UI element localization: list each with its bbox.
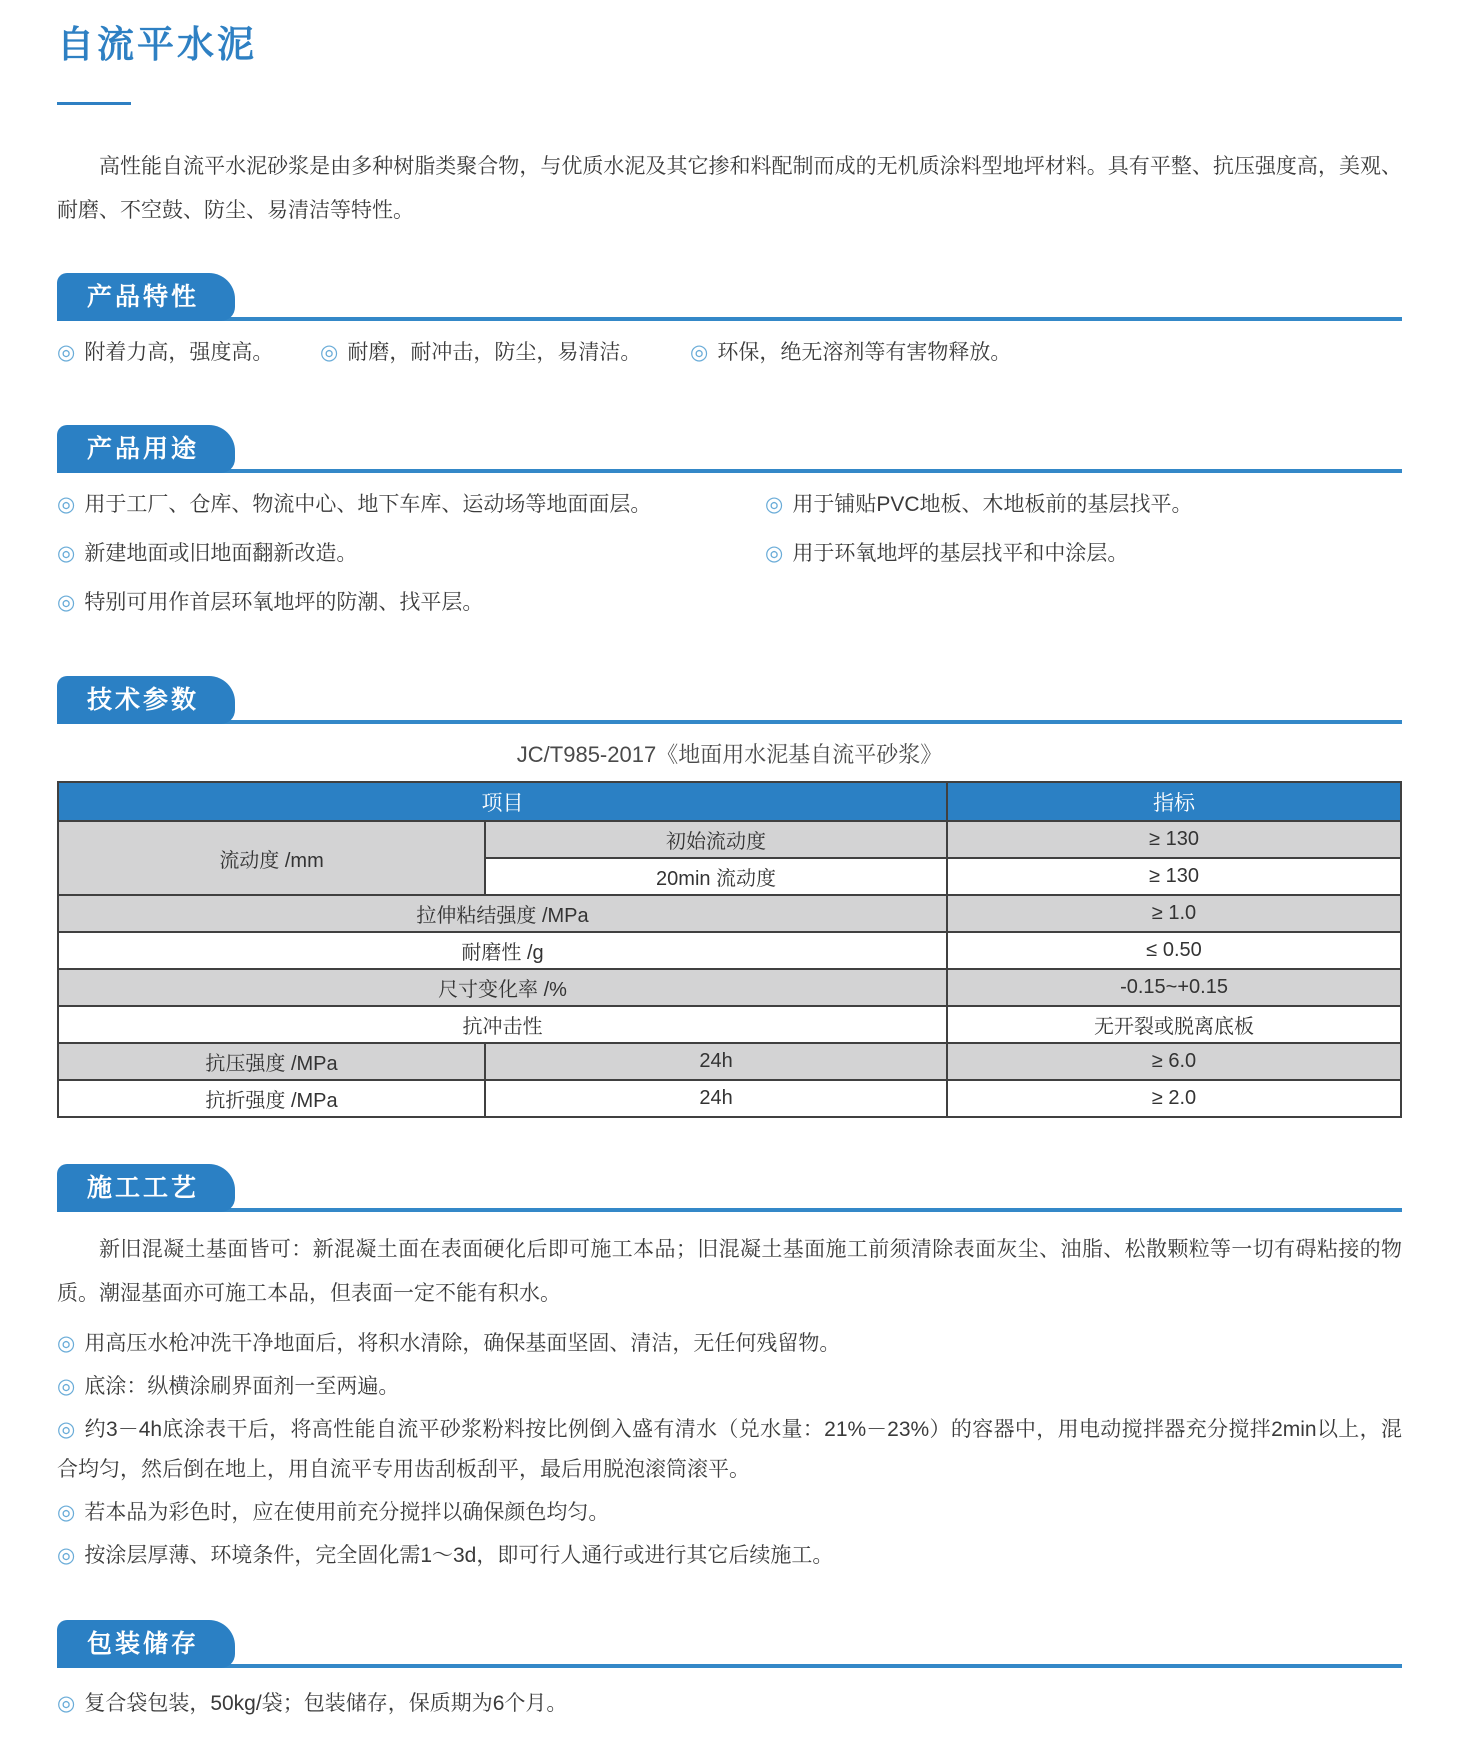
bullseye-icon: ◎ [57, 1692, 76, 1715]
table-cell: ≥ 130 [947, 821, 1401, 858]
use-text: 用于工厂、仓库、物流中心、地下车库、运动场等地面面层。 [84, 493, 652, 516]
table-cell: -0.15~+0.15 [947, 969, 1401, 1006]
feature-item [690, 333, 1011, 373]
table-row [58, 1043, 1401, 1080]
table-cell: 20min 流动度 [485, 858, 947, 895]
table-cell: 抗压强度 /MPa [58, 1043, 485, 1080]
process-item [57, 1493, 1402, 1533]
page-title: 自流平水泥 [57, 24, 257, 65]
use-text: 特别可用作首层环氧地坪的防潮、找平层。 [84, 591, 484, 614]
uses-column-right [765, 485, 1402, 632]
process-item [57, 1410, 1402, 1490]
feature-text: 耐磨，耐冲击，防尘，易清洁。 [347, 341, 642, 364]
table-cell: 24h [485, 1043, 947, 1080]
uses-list [57, 485, 1402, 632]
table-row [58, 1080, 1401, 1117]
table-cell: 拉伸粘结强度 /MPa [58, 895, 947, 932]
process-text: 若本品为彩色时，应在使用前充分搅拌以确保颜色均匀。 [84, 1501, 610, 1524]
use-text: 用于环氧地坪的基层找平和中涂层。 [792, 542, 1129, 565]
section-rule [57, 317, 1402, 321]
section-banner-process [57, 1160, 1402, 1212]
section-tab-tech: 技术参数 [57, 676, 235, 724]
section-rule [57, 1208, 1402, 1212]
section-tab-uses: 产品用途 [57, 425, 235, 473]
table-cell: ≤ 0.50 [947, 932, 1401, 969]
table-cell: 抗冲击性 [58, 1006, 947, 1043]
process-paragraph: 新旧混凝土基面皆可：新混凝土面在表面硬化后即可施工本品；旧混凝土基面施工前须清除表面灰尘、油脂、松散颗粒等一切有碍粘接的物质。潮湿基面亦可施工本品，但表面一定不能有积水。 [57, 1238, 1402, 1305]
process-text: 约3－4h底涂表干后，将高性能自流平砂浆粉料按比例倒入盛有清水（兑水量：21%－23%）的容器中，用电动搅拌器充分搅拌2min以上，混合均匀，然后倒在地上，用自流平专用齿刮板刮平，最后用脱泡滚筒滚平。 [57, 1418, 1402, 1481]
table-cell: 24h [485, 1080, 947, 1117]
section-banner-uses [57, 421, 1402, 473]
feature-item [320, 333, 690, 373]
section-tab-storage: 包装储存 [57, 1620, 235, 1668]
table-row [58, 895, 1401, 932]
title-underline [57, 102, 131, 105]
section-rule [57, 720, 1402, 724]
use-item [57, 485, 765, 525]
table-cell: 尺寸变化率 /% [58, 969, 947, 1006]
bullseye-icon: ◎ [765, 542, 784, 565]
bullseye-icon: ◎ [57, 493, 76, 516]
bullseye-icon: ◎ [57, 1501, 76, 1524]
use-text: 用于铺贴PVC地板、木地板前的基层找平。 [792, 493, 1193, 516]
feature-text: 环保，绝无溶剂等有害物释放。 [717, 341, 1012, 364]
table-header-index: 指标 [947, 782, 1401, 821]
use-item [57, 583, 765, 623]
section-tab-features: 产品特性 [57, 273, 235, 321]
process-item [57, 1536, 1402, 1576]
use-item [57, 534, 765, 574]
intro-paragraph: 高性能自流平水泥砂浆是由多种树脂类聚合物，与优质水泥及其它掺和料配制而成的无机质涂料型地坪材料。具有平整、抗压强度高，美观、耐磨、不空鼓、防尘、易清洁等特性。 [57, 155, 1402, 222]
bullseye-icon: ◎ [57, 1375, 76, 1398]
uses-column-left [57, 485, 765, 632]
table-row [58, 969, 1401, 1006]
use-item [765, 485, 1402, 525]
table-cell: 初始流动度 [485, 821, 947, 858]
table-cell: ≥ 6.0 [947, 1043, 1401, 1080]
use-item [765, 534, 1402, 574]
table-row [58, 932, 1401, 969]
spec-table [57, 781, 1402, 1118]
table-row [58, 1006, 1401, 1043]
storage-text: 复合袋包装，50kg/袋；包装储存，保质期为6个月。 [84, 1692, 568, 1715]
features-list [57, 333, 1402, 373]
bullseye-icon: ◎ [57, 1544, 76, 1567]
tech-standard-caption: JC/T985-2017《地面用水泥基自流平砂浆》 [516, 742, 943, 767]
bullseye-icon: ◎ [57, 1418, 76, 1441]
section-tab-process: 施工工艺 [57, 1164, 235, 1212]
feature-text: 附着力高，强度高。 [84, 341, 274, 364]
section-banner-storage [57, 1616, 1402, 1668]
feature-item [57, 333, 320, 373]
storage-item [57, 1684, 1402, 1724]
process-list [57, 1324, 1402, 1576]
table-cell: 无开裂或脱离底板 [947, 1006, 1401, 1043]
storage-list [57, 1684, 1402, 1724]
use-text: 新建地面或旧地面翻新改造。 [84, 542, 358, 565]
bullseye-icon: ◎ [57, 542, 76, 565]
section-rule [57, 1664, 1402, 1668]
process-text: 底涂：纵横涂刷界面剂一至两遍。 [84, 1375, 400, 1398]
bullseye-icon: ◎ [690, 341, 709, 364]
bullseye-icon: ◎ [57, 591, 76, 614]
table-cell-group: 流动度 /mm [58, 821, 485, 895]
process-item [57, 1324, 1402, 1364]
table-header-item: 项目 [58, 782, 947, 821]
bullseye-icon: ◎ [57, 1332, 76, 1355]
table-cell: ≥ 2.0 [947, 1080, 1401, 1117]
section-banner-features [57, 269, 1402, 321]
table-cell: 耐磨性 /g [58, 932, 947, 969]
bullseye-icon: ◎ [320, 341, 339, 364]
process-text: 用高压水枪冲洗干净地面后，将积水清除，确保基面坚固、清洁，无任何残留物。 [84, 1332, 841, 1355]
bullseye-icon: ◎ [57, 341, 76, 364]
table-row [58, 821, 1401, 858]
bullseye-icon: ◎ [765, 493, 784, 516]
process-text: 按涂层厚薄、环境条件，完全固化需1～3d，即可行人通行或进行其它后续施工。 [84, 1544, 834, 1567]
spec-table-wrap [57, 781, 1402, 1118]
process-item [57, 1367, 1402, 1407]
section-banner-tech [57, 672, 1402, 724]
table-cell: 抗折强度 /MPa [58, 1080, 485, 1117]
section-rule [57, 469, 1402, 473]
table-header-row [58, 782, 1401, 821]
table-cell: ≥ 130 [947, 858, 1401, 895]
table-cell: ≥ 1.0 [947, 895, 1401, 932]
